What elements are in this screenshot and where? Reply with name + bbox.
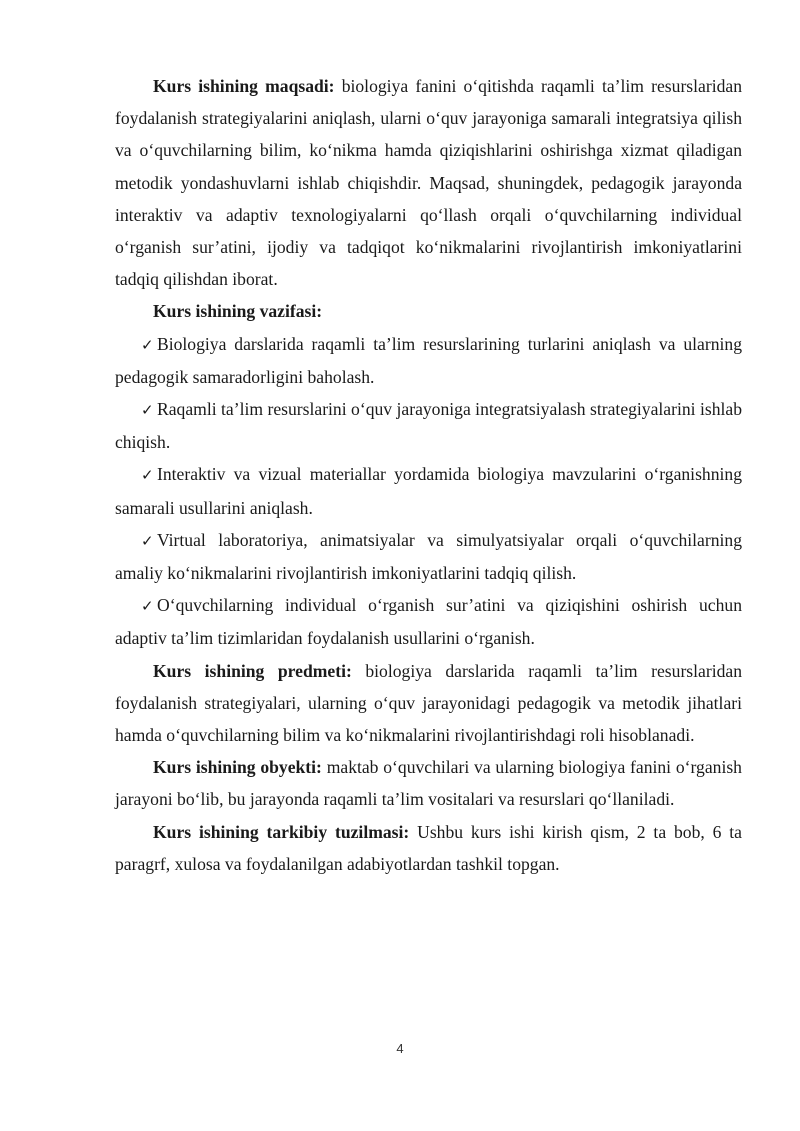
page-number: 4 [396,1041,404,1056]
task-item [115,458,742,523]
subject-label: Kurs ishining predmeti: [153,660,352,681]
structure-label: Kurs ishining tarkibiy tuzilmasi: [153,821,410,842]
checkmark-icon: ✓ [141,466,154,485]
subject-paragraph [115,655,742,752]
checkmark-icon: ✓ [141,597,154,616]
task-item [115,328,742,393]
task-item-text: Virtual laboratoriya, animatsiyalar va simulyatsiyalar orqali o‘quvchilarning amaliy ko‘nikmalarini rivojlantirish imkoniyatlarini tadqiq qilish. [115,529,742,584]
object-paragraph [115,751,742,815]
task-item-text: Interaktiv va vizual materiallar yordamida biologiya mavzularini o‘rganishning samarali usullarini aniqlash. [115,464,742,518]
checkmark-icon: ✓ [141,531,154,550]
task-item-text: Biologiya darslarida raqamli ta’lim resurslarining turlarini aniqlash va ularning pedagogik samaradorligini baholash. [115,333,742,387]
task-item-text: Raqamli ta’lim resurslarini o‘quv jarayoniga integratsiyalash strategiyalarini ishlab chiqish. [115,399,742,453]
goal-label: Kurs ishining maqsadi: [153,76,335,96]
goal-text: biologiya fanini o‘qitishda raqamli ta’lim resurslaridan foydalanish strategiyalarini aniqlash, ularni o‘quv jarayoniga samarali integratsiya qilish va o‘quvchilarning bilim, ko‘nikma hamda qiziqishlarini oshirishga xizmat qiladigan metodik yondashuvlarni ishlab chiqishdir. Maqsad, shuningdek, pedagogik jarayonda interaktiv va adaptiv texnologiyalarni qo‘llash orqali o‘quvchilarning individual o‘rganish sur’atini, ijodiy va tadqiqot ko‘nikmalarini rivojlantirish imkoniyatlarini tadqiq qilishdan iborat. [115,76,742,290]
task-item [115,524,742,589]
task-item-text: O‘quvchilarning individual o‘rganish sur’atini va qiziqishini oshirish uchun adaptiv ta’lim tizimlaridan foydalanish usullarini o‘rganish. [115,595,742,649]
subject-text: biologiya darslarida raqamli ta’lim resurslaridan foydalanish strategiyalari, ularning o‘quv jarayonidagi pedagogik va metodik jihatlari hamda o‘quvchilarning bilim va ko‘nikmalarini rivojlantirishdagi roli hisoblanadi. [115,660,742,746]
object-label: Kurs ishining obyekti: [153,757,322,778]
tasks-heading [115,295,742,327]
structure-paragraph [115,816,742,880]
goal-paragraph [115,70,742,295]
tasks-label: Kurs ishining vazifasi: [153,301,323,322]
document-page [115,70,742,880]
task-item [115,589,742,654]
task-item [115,393,742,458]
structure-text: Ushbu kurs ishi kirish qism, 2 ta bob, 6 ta paragrf, xulosa va foydalanilgan adabiyotlardan tashkil topgan. [115,821,742,874]
checkmark-icon: ✓ [141,335,154,354]
checkmark-icon: ✓ [141,401,154,420]
object-text: maktab o‘quvchilari va ularning biologiya fanini o‘rganish jarayoni bo‘lib, bu jarayonda raqamli ta’lim vositalari va resurslari qo‘llaniladi. [115,757,742,810]
